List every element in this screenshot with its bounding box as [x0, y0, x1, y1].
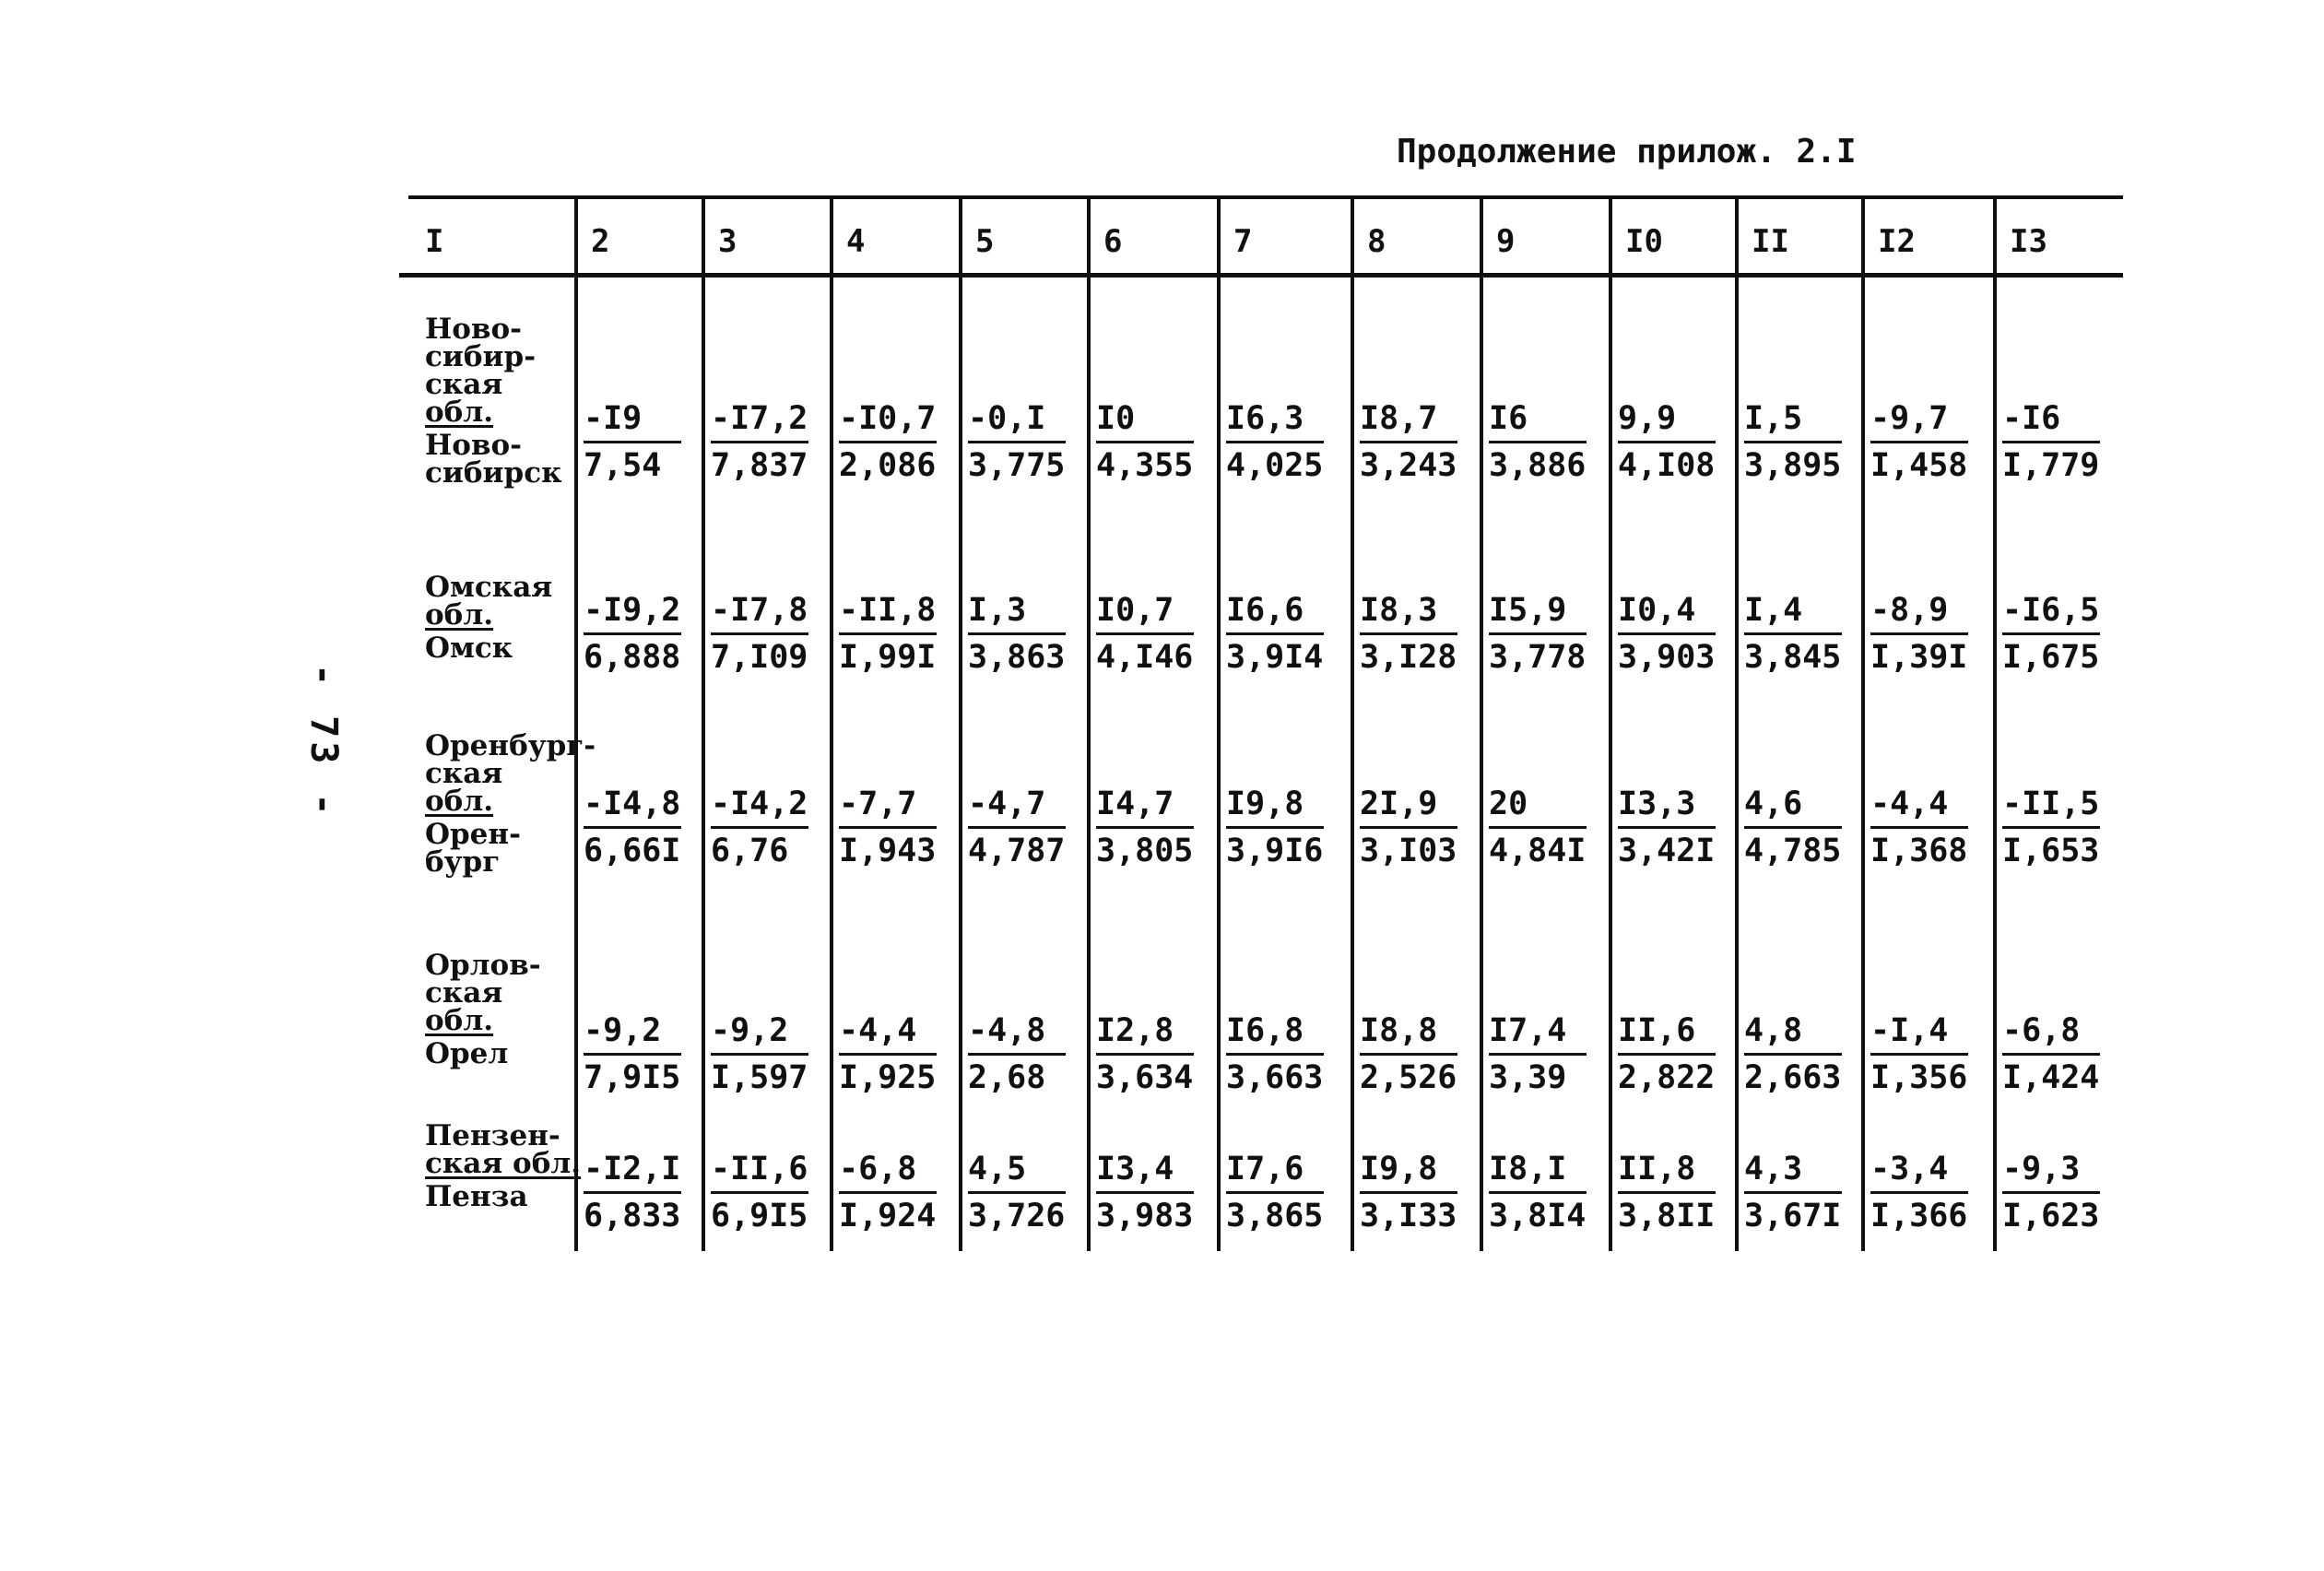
- cell-denominator: 4,84I: [1489, 833, 1587, 869]
- table-cell: [1226, 1010, 1324, 1098]
- column-divider: [1351, 195, 1354, 1251]
- column-divider: [702, 195, 705, 1251]
- table-cell: [1618, 398, 1716, 486]
- cell-denominator: 3,805: [1096, 833, 1194, 869]
- cell-numerator: -I7,8: [711, 590, 808, 635]
- cell-denominator: 3,39: [1489, 1059, 1567, 1096]
- cell-denominator: 7,54: [584, 447, 662, 484]
- cell-numerator: -3,4: [1870, 1149, 1968, 1194]
- table-cell: [1870, 784, 1968, 871]
- cell-numerator: I6,8: [1226, 1010, 1324, 1056]
- cell-numerator: -9,2: [584, 1010, 681, 1056]
- cell-denominator: 3,I03: [1360, 833, 1457, 869]
- cell-denominator: 3,663: [1226, 1059, 1324, 1096]
- cell-denominator: 6,888: [584, 639, 681, 676]
- table-cell: [1489, 784, 1587, 871]
- region-suffix: обл.: [425, 785, 494, 818]
- cell-numerator: I,5: [1744, 398, 1842, 443]
- cell-numerator: -I6: [2002, 398, 2100, 443]
- data-table: [399, 195, 2123, 1251]
- cell-denominator: 3,726: [968, 1198, 1066, 1234]
- table-cell: [1096, 590, 1194, 678]
- cell-denominator: I,924: [839, 1198, 937, 1234]
- region-name: Пензен-: [425, 1119, 560, 1152]
- table-cell: [711, 590, 808, 678]
- table-cell: [1360, 784, 1457, 871]
- table-cell: [1360, 590, 1457, 678]
- table-cell: [584, 784, 681, 871]
- cell-denominator: 3,778: [1489, 639, 1587, 676]
- region-suffix: обл.: [425, 1004, 494, 1037]
- cell-numerator: -I2,I: [584, 1149, 681, 1194]
- cell-denominator: 4,I08: [1618, 447, 1716, 484]
- table-cell: [1489, 590, 1587, 678]
- column-divider: [1480, 195, 1483, 1251]
- cell-denominator: I,424: [2002, 1059, 2100, 1096]
- cell-denominator: 3,8II: [1618, 1198, 1716, 1234]
- row-label: [425, 571, 553, 665]
- table-cell: [968, 590, 1066, 678]
- table-cell: [1870, 1010, 1968, 1098]
- region-suffix: обл.: [425, 396, 494, 429]
- cell-numerator: -I4,8: [584, 784, 681, 829]
- table-cell: [1744, 398, 1842, 486]
- cell-denominator: 3,67I: [1744, 1198, 1842, 1234]
- column-divider: [574, 195, 578, 1251]
- cell-numerator: I7,6: [1226, 1149, 1324, 1194]
- table-cell: [2002, 1010, 2100, 1098]
- column-header: 8: [1367, 223, 1386, 260]
- cell-denominator: 3,9I6: [1226, 833, 1324, 869]
- table-cell: [1618, 1010, 1716, 1098]
- cell-numerator: -6,8: [2002, 1010, 2100, 1056]
- table-cell: [2002, 784, 2100, 871]
- page-number: - 73 -: [302, 664, 345, 820]
- cell-denominator: 6,66I: [584, 833, 681, 869]
- cell-numerator: I0,7: [1096, 590, 1194, 635]
- cell-denominator: 2,526: [1360, 1059, 1457, 1096]
- cell-denominator: 4,785: [1744, 833, 1842, 869]
- cell-numerator: I9,8: [1360, 1149, 1457, 1194]
- table-cell: [1226, 590, 1324, 678]
- cell-denominator: I,366: [1870, 1198, 1968, 1234]
- cell-numerator: -8,9: [1870, 590, 1968, 635]
- table-cell: [1618, 784, 1716, 871]
- cell-numerator: -I9,2: [584, 590, 681, 635]
- table-cell: [1618, 590, 1716, 678]
- cell-numerator: -I0,7: [839, 398, 937, 443]
- cell-denominator: I,458: [1870, 447, 1968, 484]
- cell-numerator: I8,8: [1360, 1010, 1457, 1056]
- table-cell: [968, 1010, 1066, 1098]
- column-divider: [1735, 195, 1739, 1251]
- table-cell: [1226, 784, 1324, 871]
- cell-numerator: I8,I: [1489, 1149, 1587, 1194]
- cell-numerator: I6,3: [1226, 398, 1324, 443]
- cell-numerator: I4,7: [1096, 784, 1194, 829]
- table-cell: [711, 398, 808, 486]
- table-cell: [1489, 398, 1587, 486]
- table-cell: [584, 398, 681, 486]
- cell-denominator: I,653: [2002, 833, 2100, 869]
- city-name: Ново- сибирск: [425, 429, 562, 490]
- table-cell: [968, 398, 1066, 486]
- table-cell: [968, 1149, 1066, 1236]
- table-cell: [584, 1149, 681, 1236]
- cell-denominator: 3,I33: [1360, 1198, 1457, 1234]
- cell-denominator: 3,886: [1489, 447, 1587, 484]
- cell-numerator: 4,8: [1744, 1010, 1842, 1056]
- cell-denominator: I,597: [711, 1059, 808, 1096]
- region-name: Ново- сибир- ская: [425, 313, 537, 401]
- cell-numerator: -0,I: [968, 398, 1066, 443]
- cell-numerator: 20: [1489, 784, 1587, 829]
- cell-numerator: I8,7: [1360, 398, 1457, 443]
- cell-numerator: 4,6: [1744, 784, 1842, 829]
- cell-denominator: 3,863: [968, 639, 1066, 676]
- table-cell: [1744, 590, 1842, 678]
- row-label: [425, 951, 541, 1068]
- cell-denominator: I,779: [2002, 447, 2100, 484]
- table-caption: Продолжение прилож. 2.I: [1397, 133, 1857, 171]
- table-cell: [1489, 1010, 1587, 1098]
- cell-numerator: -9,3: [2002, 1149, 2100, 1194]
- city-name: Омск: [425, 632, 513, 665]
- cell-numerator: -9,2: [711, 1010, 808, 1056]
- cell-denominator: 3,865: [1226, 1198, 1324, 1234]
- cell-numerator: I8,3: [1360, 590, 1457, 635]
- column-divider: [1993, 195, 1997, 1251]
- table-cell: [839, 1149, 937, 1236]
- table-cell: [2002, 1149, 2100, 1236]
- cell-denominator: 3,983: [1096, 1198, 1194, 1234]
- cell-denominator: 7,837: [711, 447, 808, 484]
- region-name: Орлов- ская: [425, 949, 541, 1010]
- cell-denominator: 3,845: [1744, 639, 1842, 676]
- table-cell: [839, 398, 937, 486]
- cell-denominator: 6,833: [584, 1198, 681, 1234]
- table-cell: [1360, 1149, 1457, 1236]
- cell-denominator: 7,9I5: [584, 1059, 681, 1096]
- column-header: 7: [1233, 223, 1253, 260]
- region-name: Оренбург- ская: [425, 729, 596, 790]
- cell-numerator: I9,8: [1226, 784, 1324, 829]
- cell-numerator: -I,4: [1870, 1010, 1968, 1056]
- table-cell: [711, 784, 808, 871]
- city-name: Пенза: [425, 1180, 528, 1213]
- cell-numerator: -I9: [584, 398, 681, 443]
- cell-denominator: I,99I: [839, 639, 937, 676]
- cell-denominator: 3,775: [968, 447, 1066, 484]
- cell-numerator: -6,8: [839, 1149, 937, 1194]
- cell-numerator: -I6,5: [2002, 590, 2100, 635]
- column-header: 5: [975, 223, 995, 260]
- table-cell: [1744, 784, 1842, 871]
- table-cell: [2002, 398, 2100, 486]
- column-divider: [959, 195, 962, 1251]
- cell-numerator: I0: [1096, 398, 1194, 443]
- cell-numerator: -4,8: [968, 1010, 1066, 1056]
- cell-numerator: II,6: [1618, 1010, 1716, 1056]
- table-cell: [968, 784, 1066, 871]
- cell-denominator: 4,355: [1096, 447, 1194, 484]
- table-cell: [1096, 1149, 1194, 1236]
- cell-numerator: -4,7: [968, 784, 1066, 829]
- row-label: [425, 313, 562, 490]
- table-cell: [1096, 784, 1194, 871]
- cell-numerator: -II,8: [839, 590, 937, 635]
- cell-numerator: -7,7: [839, 784, 937, 829]
- cell-denominator: 2,822: [1618, 1059, 1716, 1096]
- cell-numerator: II,8: [1618, 1149, 1716, 1194]
- cell-denominator: 7,I09: [711, 639, 808, 676]
- table-cell: [2002, 590, 2100, 678]
- cell-numerator: I5,9: [1489, 590, 1587, 635]
- column-header: 6: [1103, 223, 1123, 260]
- cell-numerator: -I7,2: [711, 398, 808, 443]
- cell-denominator: 3,I28: [1360, 639, 1457, 676]
- cell-denominator: 3,9I4: [1226, 639, 1324, 676]
- cell-numerator: I3,3: [1618, 784, 1716, 829]
- cell-denominator: 3,243: [1360, 447, 1457, 484]
- cell-denominator: 6,76: [711, 833, 789, 869]
- cell-numerator: 2I,9: [1360, 784, 1457, 829]
- cell-denominator: I,925: [839, 1059, 937, 1096]
- city-name: Орен- бург: [425, 818, 521, 879]
- column-header: I3: [2010, 223, 2047, 260]
- cell-numerator: -I4,2: [711, 784, 808, 829]
- column-header: 2: [591, 223, 610, 260]
- city-name: Орел: [425, 1037, 509, 1070]
- region-suffix: обл.: [425, 598, 494, 632]
- column-divider: [1861, 195, 1865, 1251]
- column-divider: [1087, 195, 1091, 1251]
- cell-numerator: I2,8: [1096, 1010, 1194, 1056]
- table-cell: [711, 1010, 808, 1098]
- cell-numerator: 4,5: [968, 1149, 1066, 1194]
- cell-numerator: -4,4: [839, 1010, 937, 1056]
- table-cell: [1226, 398, 1324, 486]
- cell-denominator: 2,663: [1744, 1059, 1842, 1096]
- table-cell: [1489, 1149, 1587, 1236]
- table-cell: [584, 1010, 681, 1098]
- cell-denominator: I,943: [839, 833, 937, 869]
- column-header: I: [425, 223, 444, 260]
- table-cell: [839, 784, 937, 871]
- cell-numerator: -4,4: [1870, 784, 1968, 829]
- cell-denominator: 6,9I5: [711, 1198, 808, 1234]
- table-cell: [1226, 1149, 1324, 1236]
- cell-numerator: -9,7: [1870, 398, 1968, 443]
- cell-denominator: I,39I: [1870, 639, 1968, 676]
- table-cell: [1744, 1010, 1842, 1098]
- cell-numerator: 4,3: [1744, 1149, 1842, 1194]
- cell-denominator: I,675: [2002, 639, 2100, 676]
- cell-denominator: I,368: [1870, 833, 1968, 869]
- table-cell: [1744, 1149, 1842, 1236]
- table-cell: [1870, 590, 1968, 678]
- column-header: 3: [718, 223, 737, 260]
- table-cell: [839, 1010, 937, 1098]
- cell-numerator: -II,5: [2002, 784, 2100, 829]
- cell-denominator: 4,787: [968, 833, 1066, 869]
- cell-numerator: 9,9: [1618, 398, 1716, 443]
- cell-numerator: I3,4: [1096, 1149, 1194, 1194]
- column-header: 4: [846, 223, 866, 260]
- column-divider: [1217, 195, 1221, 1251]
- table-top-rule: [408, 195, 2123, 199]
- cell-denominator: 3,8I4: [1489, 1198, 1587, 1234]
- column-header: II: [1752, 223, 1789, 260]
- column-divider: [830, 195, 833, 1251]
- table-cell: [1870, 1149, 1968, 1236]
- cell-numerator: I6: [1489, 398, 1587, 443]
- table-cell: [1096, 1010, 1194, 1098]
- cell-denominator: 3,634: [1096, 1059, 1194, 1096]
- cell-denominator: 3,895: [1744, 447, 1842, 484]
- cell-denominator: I,623: [2002, 1198, 2100, 1234]
- table-cell: [1870, 398, 1968, 486]
- table-cell: [584, 590, 681, 678]
- cell-numerator: I6,6: [1226, 590, 1324, 635]
- region-suffix: ская обл.: [425, 1147, 582, 1180]
- cell-denominator: 4,I46: [1096, 639, 1194, 676]
- table-cell: [1618, 1149, 1716, 1236]
- cell-denominator: I,356: [1870, 1059, 1968, 1096]
- column-header: I2: [1878, 223, 1916, 260]
- cell-denominator: 2,086: [839, 447, 937, 484]
- row-label: [425, 729, 596, 879]
- table-cell: [711, 1149, 808, 1236]
- cell-numerator: I,3: [968, 590, 1066, 635]
- cell-numerator: I,4: [1744, 590, 1842, 635]
- table-cell: [839, 590, 937, 678]
- cell-denominator: 3,42I: [1618, 833, 1716, 869]
- table-cell: [1360, 398, 1457, 486]
- cell-denominator: 4,025: [1226, 447, 1324, 484]
- column-divider: [1609, 195, 1612, 1251]
- cell-denominator: 3,903: [1618, 639, 1716, 676]
- cell-denominator: 2,68: [968, 1059, 1046, 1096]
- cell-numerator: I7,4: [1489, 1010, 1587, 1056]
- table-cell: [1360, 1010, 1457, 1098]
- table-cell: [1096, 398, 1194, 486]
- column-header: 9: [1496, 223, 1516, 260]
- region-name: Омская: [425, 571, 553, 604]
- column-header: I0: [1625, 223, 1663, 260]
- cell-numerator: I0,4: [1618, 590, 1716, 635]
- row-label: [425, 1119, 582, 1213]
- cell-numerator: -II,6: [711, 1149, 808, 1194]
